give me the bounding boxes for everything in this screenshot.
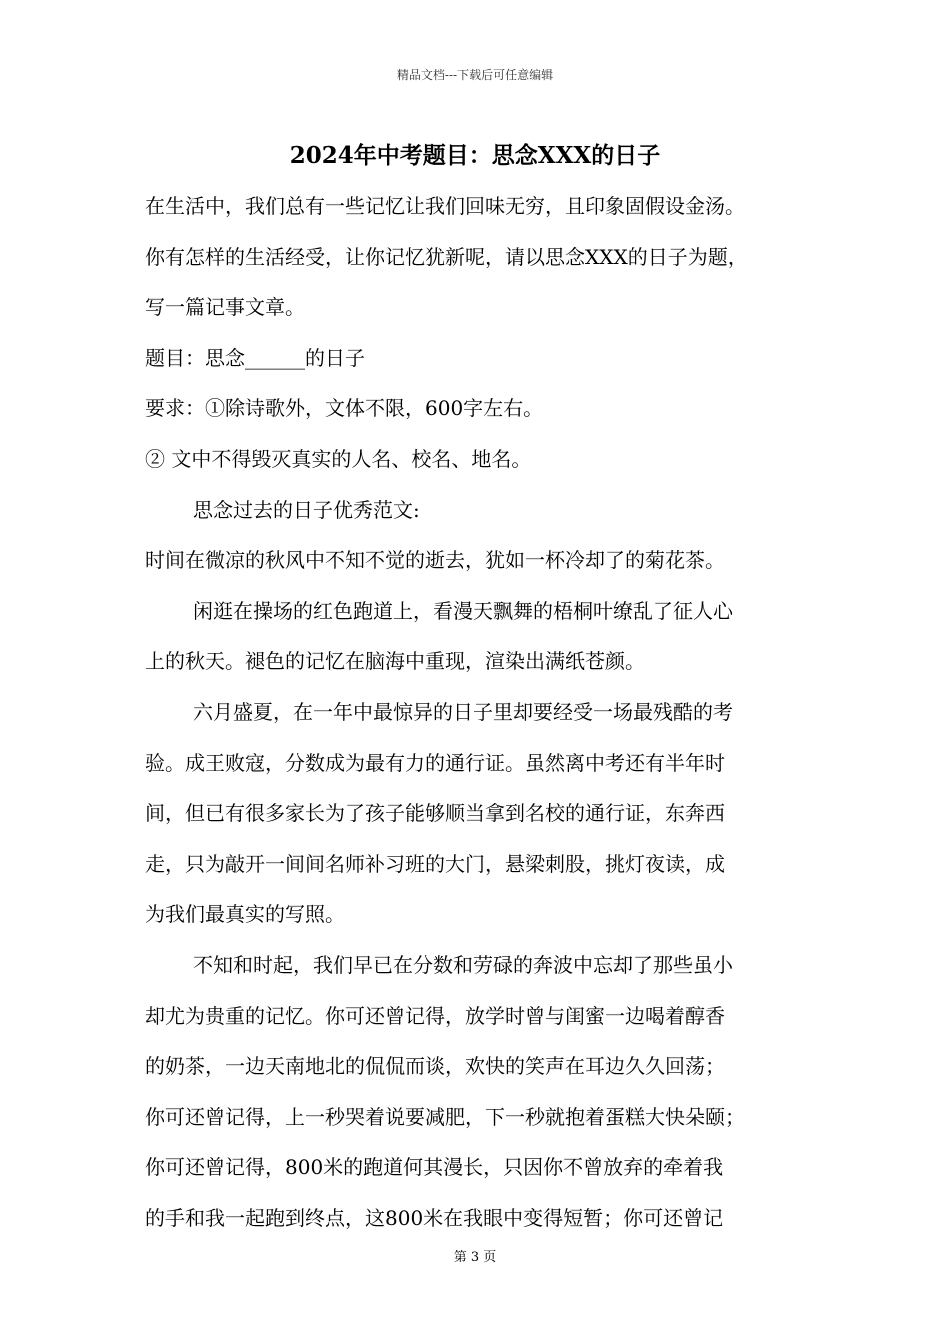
text-line-9: 闲逛在操场的红色跑道上，看漫天飘舞的梧桐叶缭乱了征人心 <box>193 598 733 623</box>
text-line-17: 却尤为贵重的记忆。你可还曾记得，放学时曾与闺蜜一边喝着醇香 <box>145 1003 725 1028</box>
text-line-8: 时间在微凉的秋风中不知不觉的逝去，犹如一杯冷却了的菊花茶。 <box>145 548 725 573</box>
page-header: 精品文档---下载后可任意编辑 <box>396 68 554 82</box>
text-line-20: 你可还曾记得，800米的跑道何其漫长，只因你不曾放弃的牵着我 <box>145 1155 724 1180</box>
document-body <box>145 181 825 1243</box>
text-line-2: 你有怎样的生活经受，让你记忆犹新呢，请以思念XXX的日子为题， <box>145 244 748 269</box>
text-line-13: 间，但已有很多家长为了孩子能够顺当拿到名校的通行证，东奔西 <box>145 801 725 826</box>
text-line-4: 题目：思念______的日子 <box>145 345 365 370</box>
text-line-1: 在生活中，我们总有一些记忆让我们回味无穷，且印象固假设金汤。 <box>145 194 745 218</box>
text-line-21: 的手和我一起跑到终点，这800米在我眼中变得短暂；你可还曾记 <box>145 1205 724 1230</box>
text-line-11: 六月盛夏，在一年中最惊异的日子里却要经受一场最残酷的考 <box>193 699 733 724</box>
text-line-16: 不知和时起，我们早已在分数和劳碌的奔波中忘却了那些虽小 <box>193 952 733 977</box>
text-line-15: 为我们最真实的写照。 <box>145 902 345 927</box>
document-title: 2024年中考题目：思念XXX的日子 <box>289 142 661 169</box>
text-line-14: 走，只为敲开一间间名师补习班的大门，悬梁刺股，挑灯夜读，成 <box>145 851 725 876</box>
text-line-19: 你可还曾记得，上一秒哭着说要减肥，下一秒就抱着蛋糕大快朵颐； <box>145 1104 745 1129</box>
text-line-6: ② 文中不得毁灭真实的人名、校名、地名。 <box>145 446 532 471</box>
page-number: 第 3 页 <box>453 1250 497 1265</box>
text-line-7: 思念过去的日子优秀范文: <box>193 497 420 522</box>
text-line-12: 验。成王败寇，分数成为最有力的通行证。虽然离中考还有半年时 <box>145 750 725 775</box>
text-line-3: 写一篇记事文章。 <box>145 295 305 320</box>
text-line-10: 上的秋天。褪色的记忆在脑海中重现，渲染出满纸苍颜。 <box>145 649 645 674</box>
text-line-5: 要求：①除诗歌外，文体不限，600字左右。 <box>145 396 544 421</box>
text-line-18: 的奶茶，一边天南地北的侃侃而谈，欢快的笑声在耳边久久回荡； <box>145 1054 725 1079</box>
